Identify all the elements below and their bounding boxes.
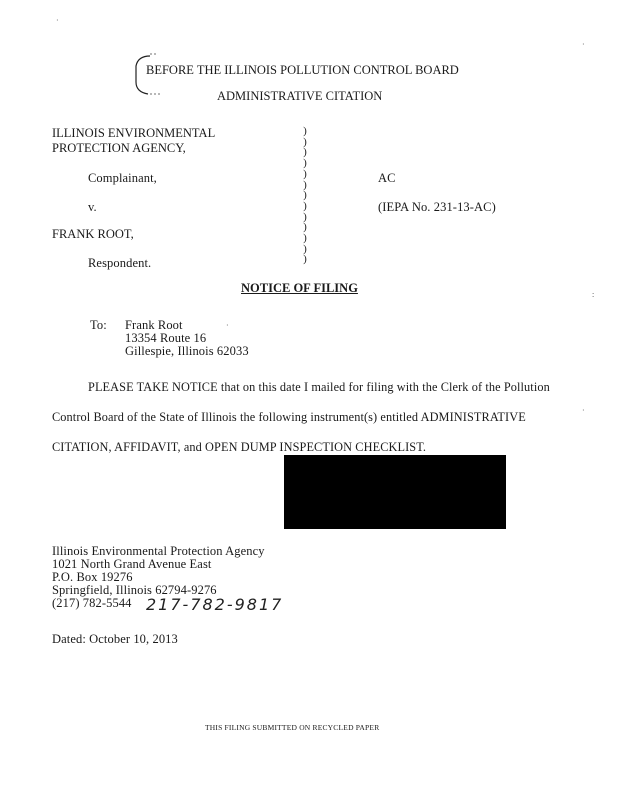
caption-bracket: ) ) ) ) ) ) ) ) ) ) ) ) ) [303,125,307,266]
body-line-2: Control Board of the State of Illinois the following instrument(s) entitled ADMINISTRATIVE [52,410,526,424]
versus-label: v. [88,200,97,214]
respondent-name: FRANK ROOT, [52,227,134,241]
scan-speck: · [56,16,59,25]
recipient-street: 13354 Route 16 [125,331,207,345]
recipient-name: Frank Root [125,318,183,332]
agency-name: Illinois Environmental Protection Agency [52,544,265,558]
body-line-3: CITATION, AFFIDAVIT, and OPEN DUMP INSPECTION CHECKLIST. [52,440,427,454]
complainant-name-line1: ILLINOIS ENVIRONMENTAL [52,126,216,140]
dated-line: Dated: October 10, 2013 [52,632,178,646]
case-prefix: AC [378,171,396,185]
recipient-city: Gillespie, Illinois 62033 [125,344,249,358]
notice-title: NOTICE OF FILING [241,281,358,295]
scan-speck: · [582,40,585,49]
iepa-case-number: (IEPA No. 231-13-AC) [378,200,496,214]
complainant-role: Complainant, [88,171,157,185]
complainant-name-line2: PROTECTION AGENCY, [52,141,186,155]
redacted-signature-block [284,455,506,529]
scan-speck: · [226,321,229,330]
agency-city: Springfield, Illinois 62794-9276 [52,583,217,597]
citation-subtitle: ADMINISTRATIVE CITATION [217,89,383,103]
respondent-role: Respondent. [88,256,152,270]
agency-street: 1021 North Grand Avenue East [52,557,212,571]
to-label: To: [90,318,107,332]
handwritten-phone: 217-782-9817 [146,595,284,614]
scan-speck: · [582,406,585,415]
body-line-1: PLEASE TAKE NOTICE that on this date I mailed for filing with the Clerk of the Pollution [88,380,550,394]
recycled-paper-footer: THIS FILING SUBMITTED ON RECYCLED PAPER [205,723,380,732]
scan-speck: : [592,290,595,299]
agency-phone: (217) 782-5544 [52,596,132,610]
board-title: BEFORE THE ILLINOIS POLLUTION CONTROL BOARD [146,63,459,77]
agency-po-box: P.O. Box 19276 [52,570,133,584]
